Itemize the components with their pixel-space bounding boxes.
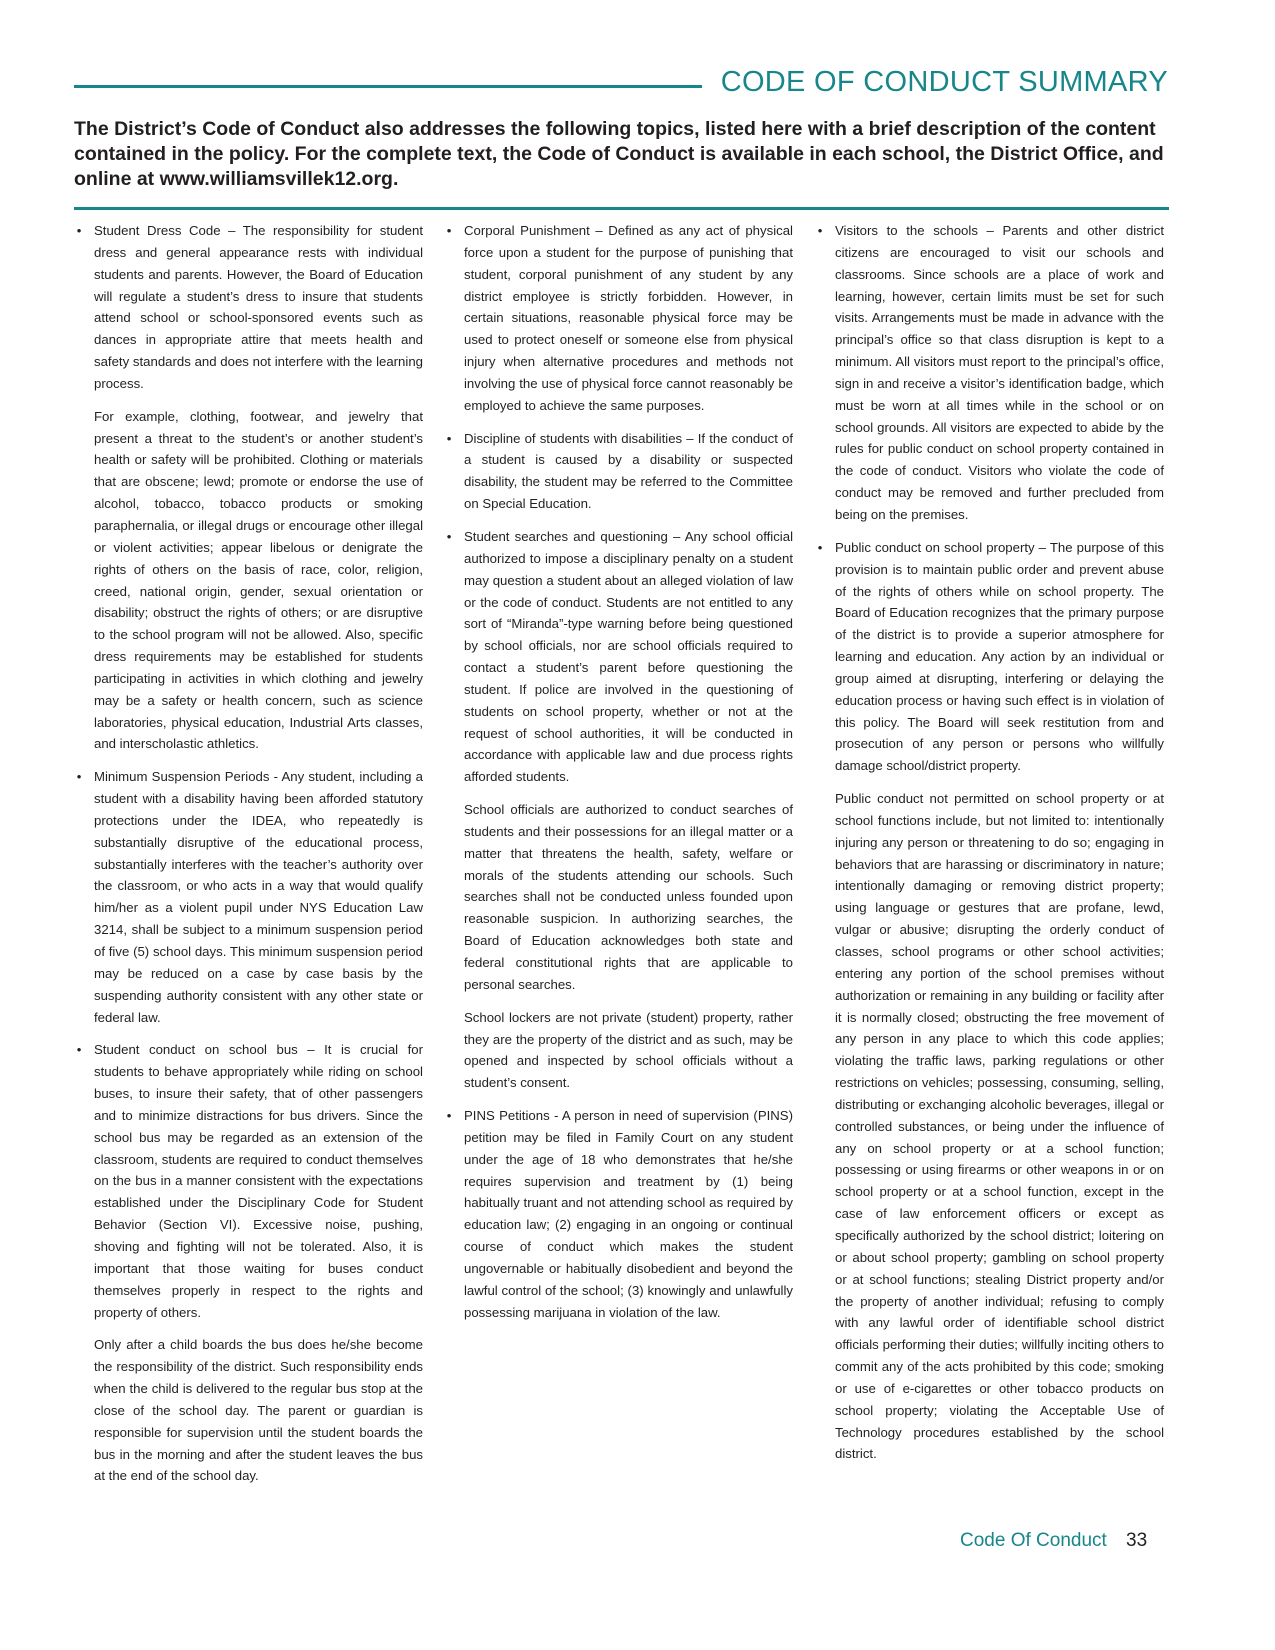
list-item-public-conduct	[815, 537, 1164, 1465]
bullet-icon: •	[76, 223, 82, 238]
public-conduct-text-2: Public conduct not permitted on school property or at school functions include, but not limited to: intentionally injuring any person or threatening to do so; engaging in behaviors that are harassing or discriminatory in nature; intentionally damaging or removing district property; using language or gestures that are profane, lewd, vulgar or abusive; disrupting the orderly conduct of classes, school programs or other school activities; entering any portion of the school premises without authorization or remaining in any building or facility after it is normally closed; obstructing the free movement of any person in any place to which this code applies; violating the traffic laws, parking regulations or other restrictions on vehicles; possessing, consuming, selling, distributing or exchanging alcoholic beverages, illegal or controlled substances, or being under the influence of any on school property or at a school function; possessing or using firearms or other weapons in or on school property or at a school function, except in the case of law enforcement officers or except as specifically authorized by the school district; loitering on or about school property; gambling on school property or at school functions; stealing District property and/or the property of another individual; refusing to comply with any lawful order of identifiable school district officials performing their duties; willfully inciting others to commit any of the acts prohibited by this code; smoking or use of e-cigarettes or other tobacco products on school property; violating the Acceptable Use of Technology procedures established by the school district.	[835, 791, 1164, 1462]
searches-text-2: School officials are authorized to conduct searches of students and their possessions for an illegal matter or a matter that threatens the health, safety, welfare or morals of the students attending our schools. Such searches shall not be conducted unless founded upon reasonable suspicion. In authorizing searches, the Board of Education acknowledges both state and federal constitutional rights that are applicable to personal searches.	[464, 802, 793, 992]
list-item-dress-code	[74, 220, 423, 755]
column-3	[815, 220, 1164, 1476]
bullet-icon: •	[446, 528, 452, 544]
column-2	[444, 220, 793, 1335]
dress-code-text-2: For example, clothing, footwear, and jewelry that present a threat to the student’s or another student’s health or safety will be prohibited. Clothing or materials that are obscene; lewd; promote or endorse the use of alcohol, tobacco, tobacco products or smoking paraphernalia, or illegal drugs or encourage other illegal or violent activities; appear libelous or denigrate the rights of others on the basis of race, color, religion, creed, national origin, gender, sexual orientation or disability; obstruct the rights of others; or are disruptive to the school program will not be allowed. Also, specific dress requirements may be established for students participating in activities in which clothing and jewelry may be a safety or health concern, such as science laboratories, physical education, Industrial Arts classes, and interscholastic athletics.	[94, 408, 423, 752]
list-item-pins	[444, 1105, 793, 1323]
intro-paragraph: The District’s Code of Conduct also addresses the following topics, listed here with a brief description of the content contained in the policy. For the complete text, the Code of Conduct is available in each school, the District Office, and online at www.williamsvillek12.org.	[74, 118, 1164, 190]
list-item-school-bus	[74, 1039, 423, 1487]
list-item-visitors	[815, 220, 1164, 526]
bullet-icon: •	[446, 223, 452, 238]
public-conduct-text: Public conduct on school property – The purpose of this provision is to maintain public order and prevent abuse of the rights of others while on school property. The Board of Education recognizes that the primary purpose of the district is to provide a superior atmosphere for learning and education. Any action by an individual or group aimed at disrupting, interfering or delaying the education process or having such effect is in violation of this policy. The Board will seek restitution from and prosecution of any person or persons who willfully damage school/district property.	[835, 539, 1164, 774]
dress-code-text: Student Dress Code – The responsibility for student dress and general appearance rests with individual students and parents. However, the Board of Education will regulate a student’s dress to insure that students attend school or school-sponsored events such as dances in appropriate attire that meets health and safety standards and does not interfere with the learning process.	[94, 223, 423, 391]
list-item-disabilities	[444, 428, 793, 515]
disabilities-text: Discipline of students with disabilities – If the conduct of a student is caused by a disability or suspected disability, the student may be referred to the Committee on Special Education.	[464, 430, 793, 512]
school-bus-text-2: Only after a child boards the bus does he/she become the responsibility of the district. Such responsibility ends when the child is delivered to the regular bus stop at the close of the school day. The parent or guardian is responsible for supervision until the student boards the bus in the morning and after the student leaves the bus at the end of the school day.	[94, 1337, 423, 1484]
bullet-icon: •	[446, 430, 452, 446]
list-item-searches	[444, 526, 793, 1094]
bullet-icon: •	[446, 1108, 452, 1124]
pins-text: PINS Petitions - A person in need of supervision (PINS) petition may be filed in Family Court on any student under the age of 18 who demonstrates that he/she requires supervision and treatment by (1) being habitually truant and not attending school as required by education law; (2) engaging in an ongoing or continual course of conduct which makes the student ungovernable or habitually disobedient and beyond the lawful control of the school; (3) knowingly and unlawfully possessing marijuana in violation of the law.	[464, 1108, 793, 1320]
bullet-icon: •	[817, 223, 823, 238]
bullet-icon: •	[817, 539, 823, 555]
page-title: CODE OF CONDUCT SUMMARY	[720, 66, 1168, 98]
bullet-icon: •	[76, 769, 82, 785]
searches-text-3: School lockers are not private (student) property, rather they are the property of the district and as such, may be opened and inspected by school officials without a student’s consent.	[464, 1009, 793, 1091]
column-1	[74, 220, 423, 1498]
searches-text: Student searches and questioning – Any school official authorized to impose a disciplinary penalty on a student may question a student about an alleged violation of law or the code of conduct. Students are not entitled to any sort of “Miranda”-type warning before being questioned by school officials, nor are school officials required to contact a student’s parent before questioning the student. If police are involved in the questioning of students on school property, whether or not at the request of school authorities, it will be conducted in accordance with applicable law and due process rights afforded students.	[464, 528, 793, 785]
visitors-text: Visitors to the schools – Parents and other district citizens are encouraged to visit our schools and classrooms. Since schools are a place of work and learning, however, certain limits must be set for such visits. Arrangements must be made in advance with the principal’s office so that class disruption is kept to a minimum. All visitors must report to the principal’s office, sign in and receive a visitor’s identification badge, which must be worn at all times while in the school or on school grounds. All visitors are expected to abide by the rules for public conduct on school property contained in the code of conduct. Visitors who violate the code of conduct may be removed and further precluded from being on the premises.	[835, 223, 1164, 522]
bullet-icon: •	[76, 1042, 82, 1058]
intro-divider	[74, 207, 1169, 210]
page-number: 33	[1126, 1530, 1148, 1551]
footer-label: Code Of Conduct	[960, 1530, 1107, 1551]
school-bus-text: Student conduct on school bus – It is crucial for students to behave appropriately while riding on school buses, to insure their safety, that of other passengers and to minimize distractions for bus drivers. Since the school bus may be regarded as an extension of the classroom, students are required to conduct themselves on the bus in a manner consistent with the expectations established under the Disciplinary Code for Student Behavior (Section VI). Excessive noise, pushing, shoving and fighting will not be tolerated. Also, it is important that those waiting for buses conduct themselves properly in respect to the rights and property of others.	[94, 1042, 423, 1320]
list-item-corporal-punishment	[444, 220, 793, 417]
header-rule	[74, 85, 702, 88]
corporal-punishment-text: Corporal Punishment – Defined as any act of physical force upon a student for the purpose of punishing that student, corporal punishment of any student by any district employee is strictly forbidden. However, in certain situations, reasonable physical force may be used to protect oneself or someone else from physical injury when alternative procedures and methods not involving the use of physical force cannot reasonably be employed to achieve the same purposes.	[464, 223, 793, 413]
list-item-minimum-suspension	[74, 766, 423, 1028]
minimum-suspension-text: Minimum Suspension Periods - Any student, including a student with a disability having been afforded statutory protections under the IDEA, who repeatedly is substantially disruptive of the educational process, substantially interferes with the teacher’s authority over the classroom, or who acts in a way that would qualify him/her as a violent pupil under NYS Education Law 3214, shall be subject to a minimum suspension period of five (5) school days. This minimum suspension period may be reduced on a case by case basis by the suspending authority consistent with any other state or federal law.	[94, 769, 423, 1025]
